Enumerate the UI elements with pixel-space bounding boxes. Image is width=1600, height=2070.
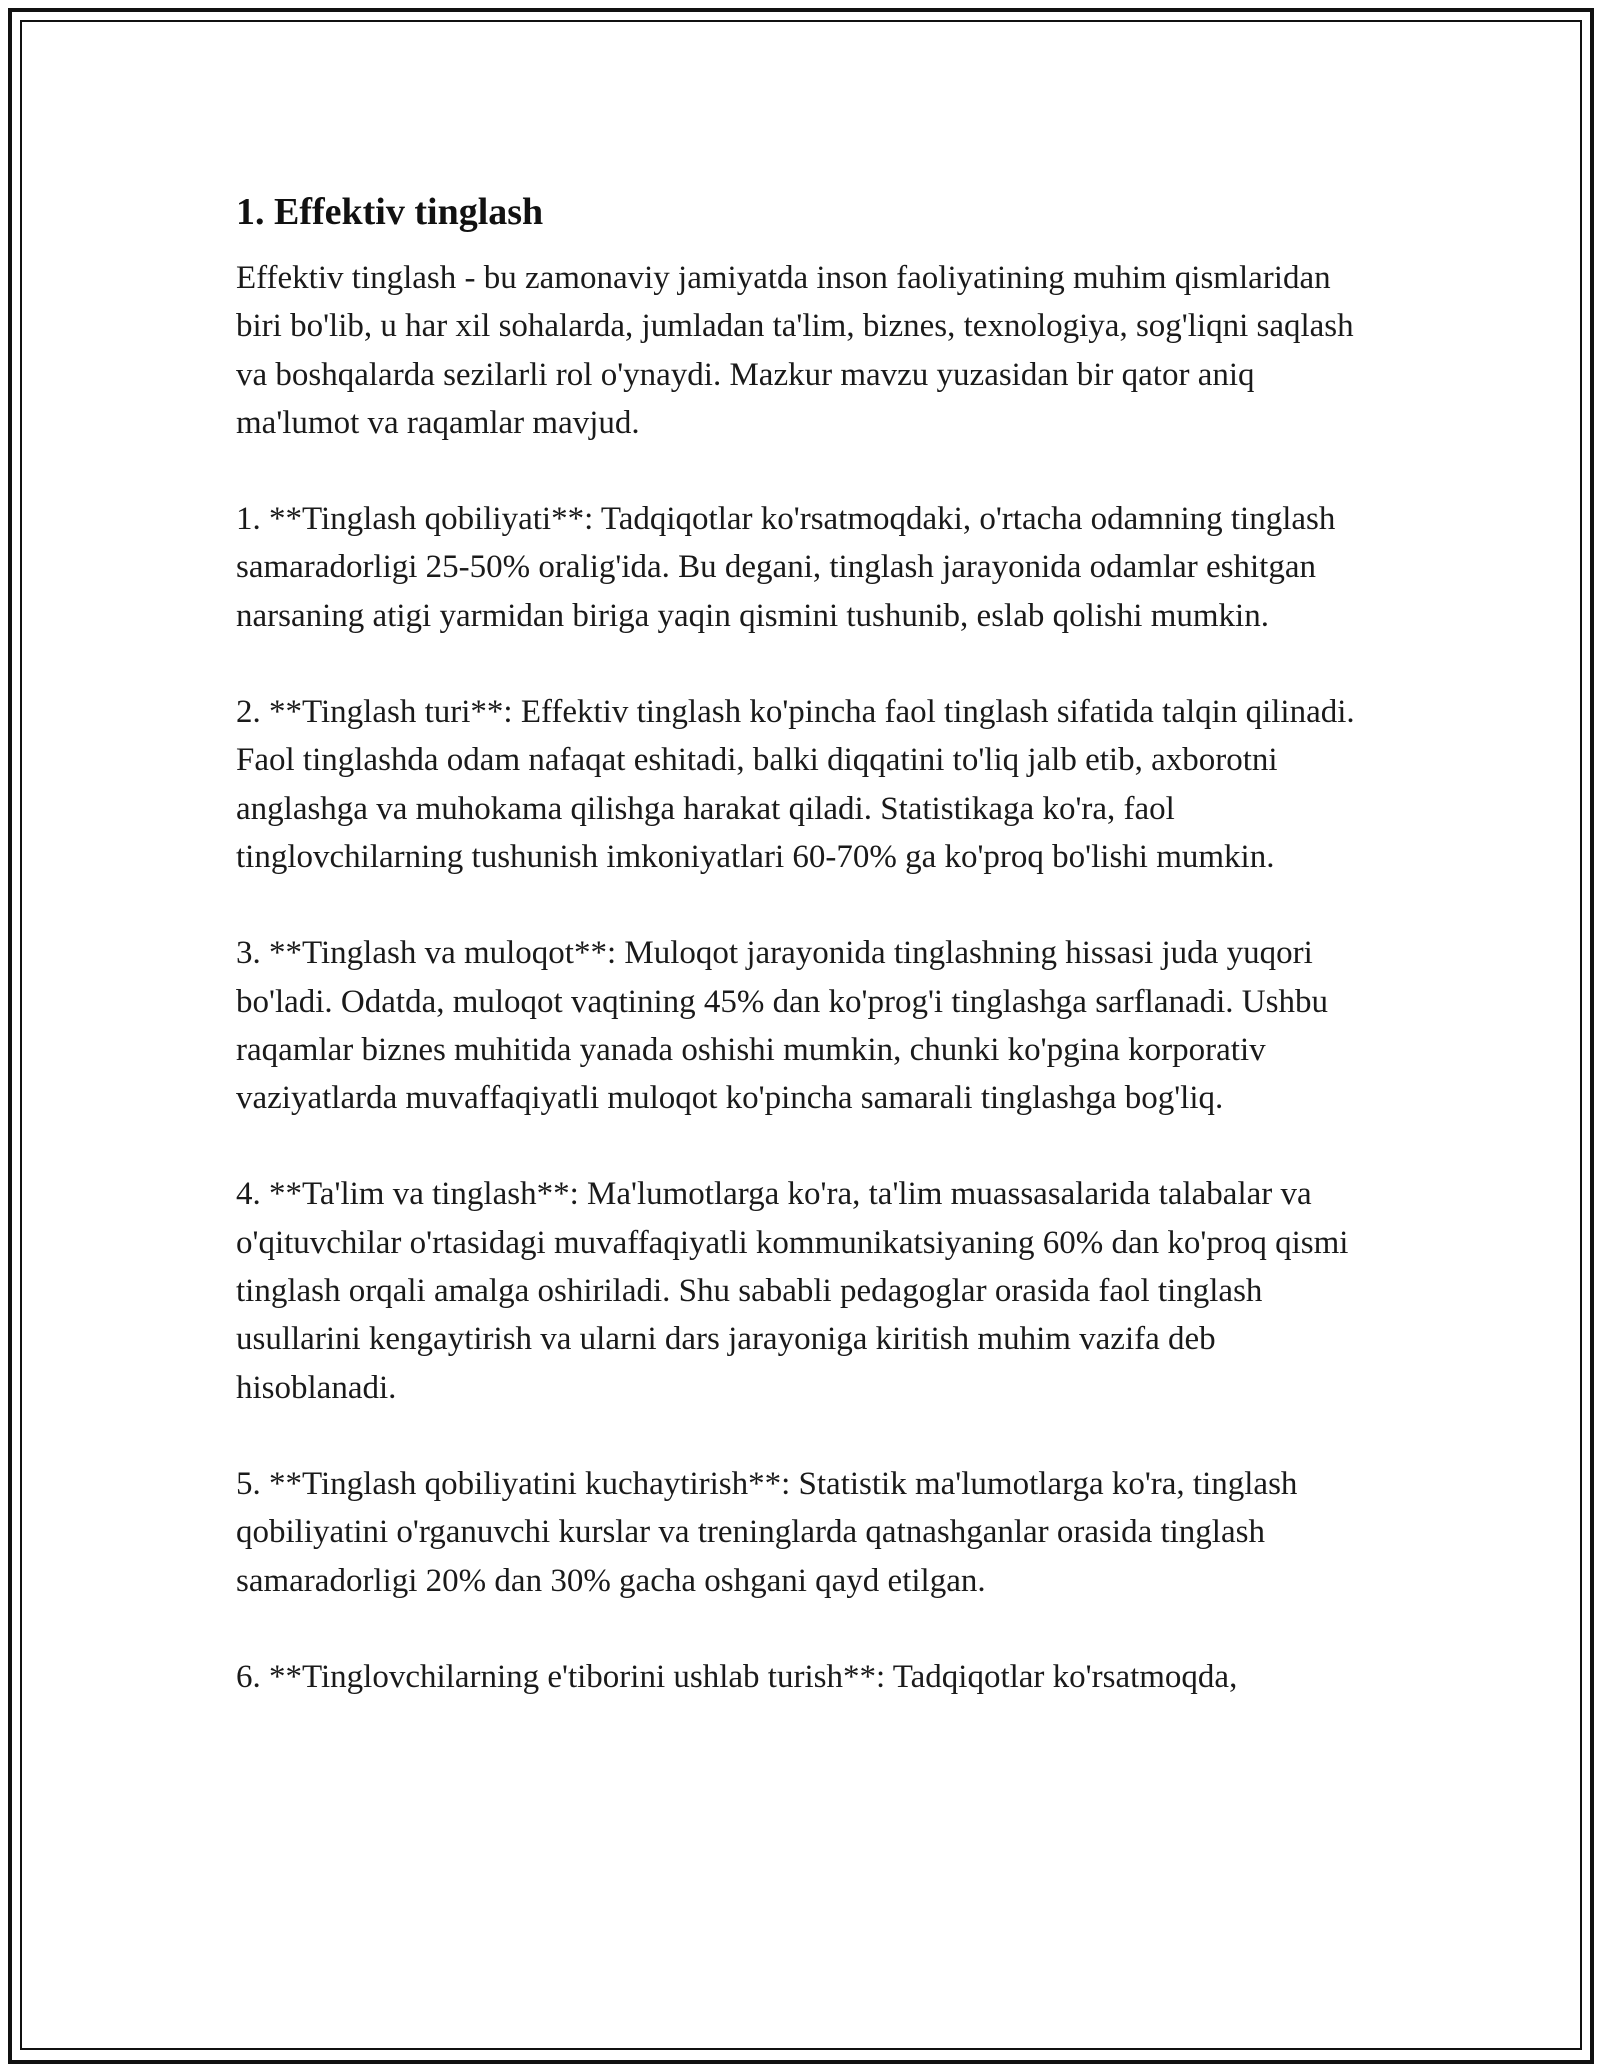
list-item-3: 3. **Tinglash va muloqot**: Muloqot jarayonida tinglashning hissasi juda yuqori bo'ladi. Odatda, muloqot vaqtining 45% dan ko'prog'i tinglashga sarflanadi. Ushbu raqamlar biznes muhitida yanada oshishi mumkin, chunki ko'pgina korporativ vaziyatlarda muvaffaqiyatli muloqot ko'pincha samarali tinglashga bog'liq. [236, 935, 1328, 1117]
list-item-5: 5. **Tinglash qobiliyatini kuchaytirish**: Statistik ma'lumotlarga ko'ra, tinglash qobiliyatini o'rganuvchi kurslar va treninglarda qatnashganlar orasida tinglash samaradorligi 20% dan 30% gacha oshgani qayd etilgan. [236, 1465, 1298, 1599]
intro-paragraph: Effektiv tinglash - bu zamonaviy jamiyatda inson faoliyatining muhim qismlaridan biri bo'lib, u har xil sohalarda, jumladan ta'lim, biznes, texnologiya, sog'liqni saqlash va boshqalarda sezilarli rol o'ynaydi. Mazkur mavzu yuzasidan bir qator aniq ma'lumot va raqamlar mavjud. [236, 260, 1354, 441]
section-heading: 1. Effektiv tinglash [236, 191, 544, 233]
document-body [236, 182, 1366, 1749]
list-item-1: 1. **Tinglash qobiliyati**: Tadqiqotlar ko'rsatmoqdaki, o'rtacha odamning tinglash samaradorligi 25-50% oralig'ida. Bu degani, tinglash jarayonida odamlar eshitgan narsaning atigi yarmidan biriga yaqin qismini tushunib, eslab qolishi mumkin. [236, 501, 1336, 634]
list-item-2: 2. **Tinglash turi**: Effektiv tinglash ko'pincha faol tinglash sifatida talqin qilinadi. Faol tinglashda odam nafaqat eshitadi, balki diqqatini to'liq jalb etib, axborotni anglashga va muhokama qilishga harakat qiladi. Statistikaga ko'ra, faol tinglovchilarning tushunish imkoniyatlari 60-70% ga ko'proq bo'lishi mumkin. [236, 694, 1355, 875]
list-item-4: 4. **Ta'lim va tinglash**: Ma'lumotlarga ko'ra, ta'lim muassasalarida talabalar va o'qituvchilar o'rtasidagi muvaffaqiyatli kommunikatsiyaning 60% dan ko'proq qismi tinglash orqali amalga oshiriladi. Shu sababli pedagoglar orasida faol tinglash usullarini kengaytirish va ularni dars jarayoniga kiritish muhim vazifa deb hisoblanadi. [236, 1176, 1349, 1406]
list-item-6: 6. **Tinglovchilarning e'tiborini ushlab turish**: Tadqiqotlar ko'rsatmoqda, [236, 1658, 1238, 1695]
